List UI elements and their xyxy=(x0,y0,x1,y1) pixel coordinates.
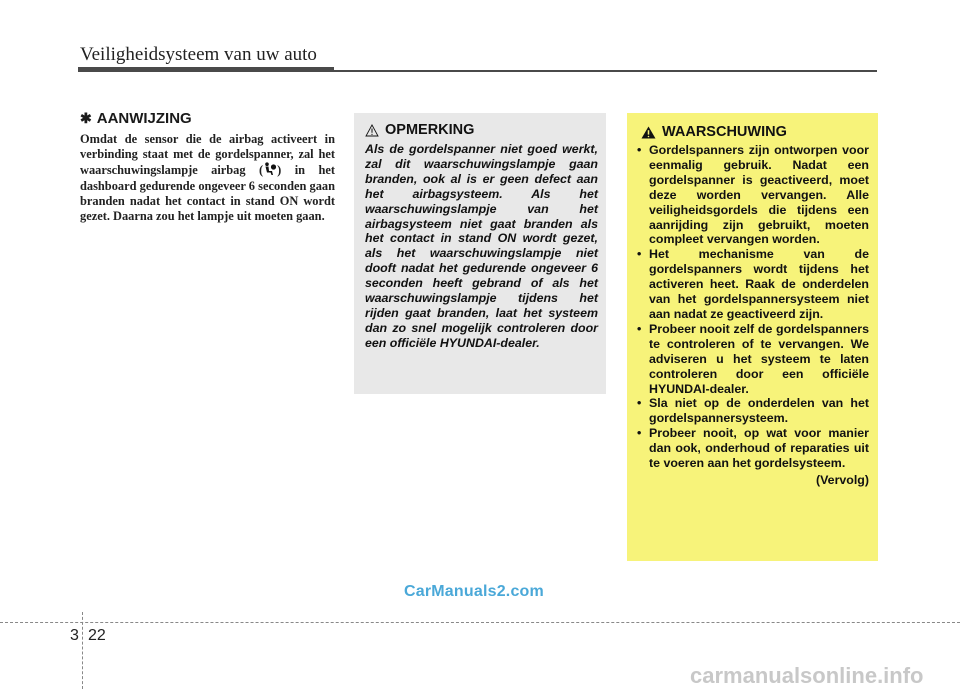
continued-label: (Vervolg) xyxy=(815,472,869,487)
header-rule-thick xyxy=(78,67,334,72)
caution-box xyxy=(354,113,606,394)
footer-dashed-rule xyxy=(0,622,960,623)
bullet: • xyxy=(637,143,642,157)
bullet: • xyxy=(637,396,642,411)
warning-box xyxy=(627,113,878,561)
page-header-title: Veiligheidsysteem van uw auto xyxy=(80,44,317,65)
caution-text: Als de gordelspanner niet goed werkt, zal dit waarschuwingslampje gaan branden, ook al is er geen defect aan het airbagsysteem. Als het waarschuwingslampje van het airbagsysteem niet gaat branden als het contact in stand ON wordt gezet, als het waarschuwingslampje niet dooft nadat het gedurende ongeveer 6 seconden heeft gebrand of als het waarschuwingslampje tijdens het rijden gaat branden, laat het systeem dan zo snel mogelijk controleren door een officiële HYUNDAI-dealer. xyxy=(365,142,598,350)
warning-item xyxy=(637,322,869,397)
bullet: • xyxy=(637,426,642,441)
note-body xyxy=(80,132,335,224)
star-icon: ✱ xyxy=(80,110,92,126)
warning-item xyxy=(637,396,869,426)
watermark-link-carmanualsonline[interactable]: carmanualsonline.info xyxy=(690,663,924,688)
note-heading-label: AANWIJZING xyxy=(96,110,192,127)
warning-item-text: Het mechanisme van de gordelspanners wordt tijdens het activeren heet. Raak de onderdelen van het gordelspannersysteem niet aan nadat ze geactiveerd zijn. xyxy=(649,247,869,321)
footer-vertical-rule xyxy=(82,612,83,689)
page-number: 22 xyxy=(88,627,106,644)
header-rule-thin xyxy=(334,70,877,72)
note-text-before: Omdat de sensor die de airbag activeert in verbinding staat met de gordelspanner, zal het waarschuwingslampje airbag ( xyxy=(80,132,335,178)
page-section-number: 3 xyxy=(70,627,79,644)
warning-heading-label: WAARSCHUWING xyxy=(662,124,787,140)
warning-triangle-icon xyxy=(641,126,656,139)
warning-item-text: Gordelspanners zijn ontworpen voor eenmalig gebruik. Nadat een gordelspanner is geactiveerd, moet deze worden vervangen. Alle veiligheidsgordels die tijdens een aanrijding zijn gebruikt, moeten compleet vervangen worden. xyxy=(649,143,869,247)
watermark-link-carmanuals2[interactable]: CarManuals2.com xyxy=(404,583,544,600)
warning-item-text: Probeer nooit zelf de gordelspanners te controleren of te vervangen. We adviseren u het systeem te laten controleren door een officiële HYUNDAI-dealer. xyxy=(649,321,869,396)
warning-item xyxy=(637,426,869,471)
note-heading xyxy=(80,110,335,127)
caution-heading xyxy=(365,122,598,138)
warning-heading xyxy=(637,124,869,140)
bullet: • xyxy=(637,247,642,262)
warning-item-text: Sla niet op de onderdelen van het gordelspannersysteem. xyxy=(649,396,869,426)
airbag-seat-icon xyxy=(263,162,277,176)
warning-list xyxy=(637,143,869,471)
note-text-after: ) in het dashboard gedurende ongeveer 6 seconden gaan branden nadat het contact in stand ON wordt gezet. Daarna zou het lampje uit moeten gaan. xyxy=(80,163,335,224)
warning-item xyxy=(637,143,869,247)
caution-heading-label: OPMERKING xyxy=(385,122,475,138)
note-section xyxy=(80,110,335,224)
caution-triangle-icon xyxy=(365,124,379,137)
bullet: • xyxy=(637,321,642,336)
warning-item xyxy=(637,247,869,322)
warning-item-text: Probeer nooit, op wat voor manier dan ook, onderhoud of reparaties uit te voeren aan het gordelsysteem. xyxy=(649,426,869,471)
